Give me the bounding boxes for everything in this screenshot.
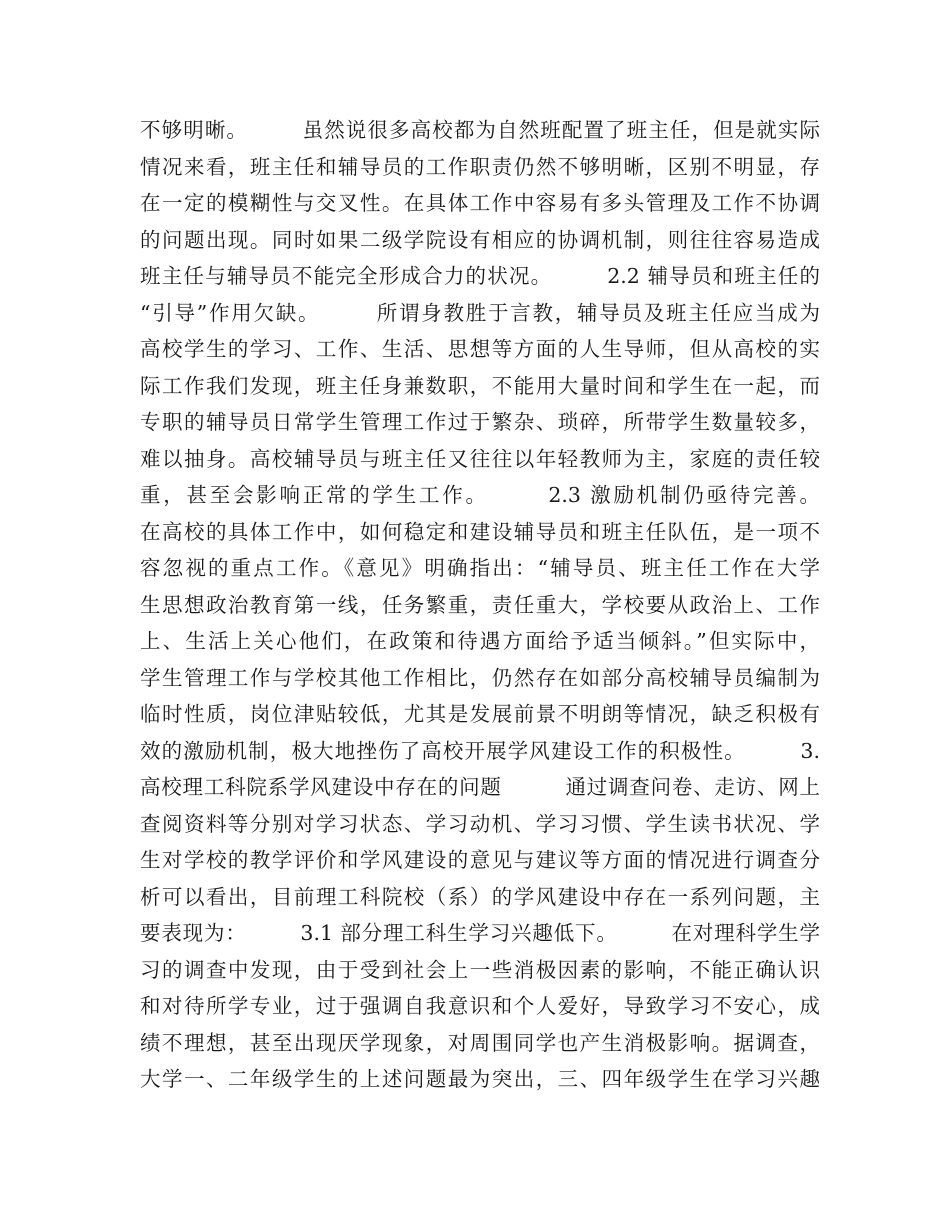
text-line: 和对待所学专业，过于强调自我意识和个人爱好，导致学习不安心，成 [140, 994, 820, 1018]
text-line: 上、生活上关心他们，在政策和待遇方面给予适当倾斜。”但实际中， [140, 629, 820, 653]
text-line: 难以抽身。高校辅导员与班主任又往往以年轻教师为主，家庭的责任较 [140, 446, 820, 471]
text-line: “引导”作用欠缺。 所谓身教胜于言教，辅导员及班主任应当成为 [140, 300, 820, 325]
text-line: 生思想政治教育第一线，任务繁重，责任重大，学校要从政治上、工作 [140, 592, 820, 617]
text-line: 专职的辅导员日常学生管理工作过于繁杂、琐碎，所带学生数量较多， [140, 410, 820, 434]
text-line: 重，甚至会影响正常的学生工作。 2.3 激励机制仍亟待完善。 [140, 483, 820, 507]
text-line: 高校理工科院系学风建设中存在的问题 通过调查问卷、走访、网上 [140, 775, 820, 799]
text-line: 容忽视的重点工作。《意见》明确指出：“辅导员、班主任工作在大学 [140, 556, 820, 580]
text-line: 高校学生的学习、工作、生活、思想等方面的人生导师，但从高校的实 [140, 337, 820, 361]
text-line: 际工作我们发现，班主任身兼数职，不能用大量时间和学生在一起，而 [140, 373, 820, 398]
text-line: 的问题出现。同时如果二级学院设有相应的协调机制，则往往容易造成 [140, 227, 820, 252]
text-line: 要表现为： 3.1 部分理工科生学习兴趣低下。 在对理科学生学 [140, 921, 820, 945]
text-line: 在高校的具体工作中，如何稳定和建设辅导员和班主任队伍，是一项不 [140, 519, 820, 544]
text-line: 在一定的模糊性与交叉性。在具体工作中容易有多头管理及工作不协调 [140, 191, 820, 215]
text-line: 习的调查中发现，由于受到社会上一些消极因素的影响，不能正确认识 [140, 957, 820, 982]
text-line: 效的激励机制，极大地挫伤了高校开展学风建设工作的积极性。 3. [140, 738, 820, 763]
text-line: 情况来看，班主任和辅导员的工作职责仍然不够明晰，区别不明显，存 [140, 154, 820, 179]
text-line: 生对学校的教学评价和学风建设的意见与建议等方面的情况进行调查分 [140, 848, 820, 872]
body-text [140, 112, 820, 1098]
text-line: 查阅资料等分别对学习状态、学习动机、学习习惯、学生读书状况、学 [140, 811, 820, 836]
text-line: 临时性质，岗位津贴较低，尤其是发展前景不明朗等情况，缺乏积极有 [140, 702, 820, 726]
text-line: 学生管理工作与学校其他工作相比，仍然存在如部分高校辅导员编制为 [140, 665, 820, 690]
text-line: 析可以看出，目前理工科院校（系）的学风建设中存在一系列问题，主 [140, 884, 820, 909]
text-line: 绩不理想，甚至出现厌学现象，对周围同学也产生消极影响。据调查， [140, 1030, 820, 1055]
text-line: 班主任与辅导员不能完全形成合力的状况。 2.2 辅导员和班主任的 [140, 264, 820, 288]
text-line: 大学一、二年级学生的上述问题最为突出，三、四年级学生在学习兴趣 [140, 1067, 820, 1091]
text-line: 不够明晰。 虽然说很多高校都为自然班配置了班主任，但是就实际 [140, 118, 820, 142]
